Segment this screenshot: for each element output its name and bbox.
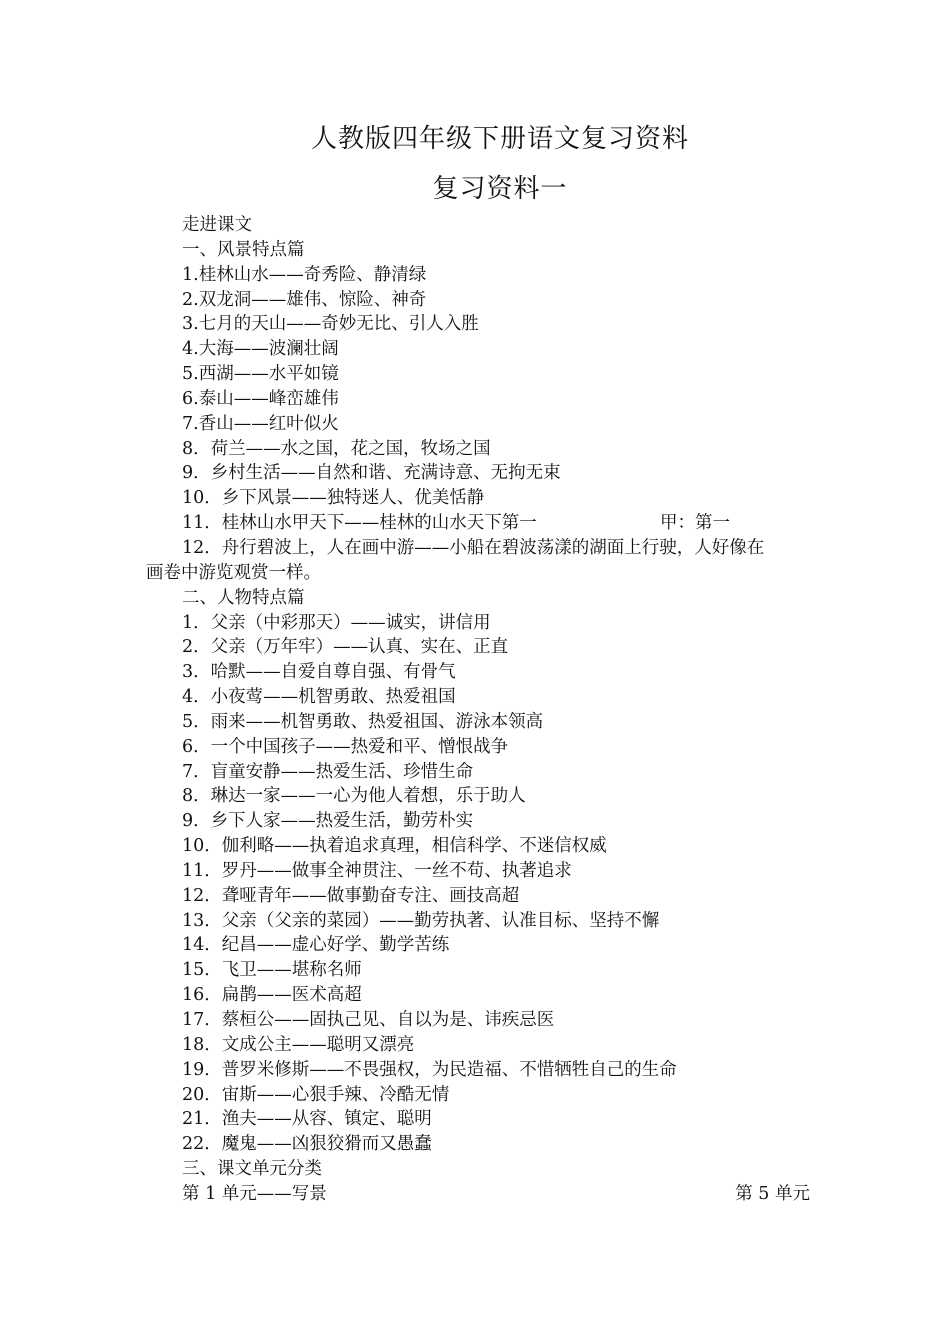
list-item: 5.西湖——水平如镜: [182, 364, 339, 385]
list-item: 6.泰山——峰峦雄伟: [182, 388, 339, 409]
list-item: 16．扁鹊——医术高超: [182, 985, 362, 1006]
unit-row: [146, 1182, 810, 1207]
document-title: 人教版四年级下册语文复习资料: [310, 124, 689, 154]
list-item: 22．魔鬼——凶狠狡猾而又愚蠢: [182, 1134, 432, 1155]
list-item: 1．父亲（中彩那天）——诚实，讲信用: [182, 612, 491, 633]
list-item: 7.香山——红叶似火: [182, 413, 339, 434]
scenery-list: [146, 263, 810, 586]
list-item: 21．渔夫——从容、镇定、聪明: [182, 1109, 432, 1130]
item-note: 甲：第一: [660, 513, 730, 534]
list-item: 4.大海——波澜壮阔: [182, 339, 339, 360]
list-item: [146, 511, 810, 536]
list-item: 17．蔡桓公——固执己见、自以为是、讳疾忌医: [182, 1010, 555, 1030]
list-item: 15．飞卫——堪称名师: [182, 960, 362, 981]
list-item: 10．伽利略——执着追求真理，相信科学、不迷信权威: [182, 836, 607, 857]
list-item: 2.双龙洞——雄伟、惊险、神奇: [182, 289, 427, 310]
item-text: 11．桂林山水甲天下——桂林的山水天下第一: [182, 513, 537, 534]
section-heading: 三、课文单元分类: [182, 1159, 322, 1180]
list-item: 4．小夜莺——机智勇敢、热爱祖国: [182, 687, 456, 708]
unit-label: 第 1 单元——写景: [182, 1183, 327, 1204]
section-heading: 一、风景特点篇: [182, 239, 305, 260]
document-body: [146, 213, 810, 1207]
list-item: 12．舟行碧波上，人在画中游——小船在碧波荡漾的湖面上行驶，人好像在: [182, 537, 765, 558]
unit-label: 第 5 单元: [735, 1183, 810, 1204]
document-subtitle: 复习资料一: [432, 174, 568, 204]
list-item: 1.桂林山水——奇秀险、静清绿: [182, 264, 427, 285]
list-item: 18．文成公主——聪明又漂亮: [182, 1034, 415, 1055]
intro-heading: 走进课文: [182, 215, 252, 235]
list-item: 3．哈默——自爱自尊自强、有骨气: [182, 662, 456, 683]
list-item-continuation: 画卷中游览观赏一样。: [146, 562, 321, 583]
list-item: 13．父亲（父亲的菜园）——勤劳执著、认准目标、坚持不懈: [182, 910, 660, 931]
list-item: 19．普罗米修斯——不畏强权，为民造福、不惜牺牲自己的生命: [182, 1059, 677, 1080]
list-item: 3.七月的天山——奇妙无比、引人入胜: [182, 314, 479, 335]
list-item: 8．荷兰——水之国，花之国，牧场之国: [182, 438, 491, 459]
list-item: 10．乡下风景——独特迷人、优美恬静: [182, 488, 485, 509]
list-item: 2．父亲（万年牢）——认真、实在、正直: [182, 637, 509, 658]
list-item: 14．纪昌——虚心好学、勤学苦练: [182, 935, 450, 956]
list-item: 20．宙斯——心狠手辣、冷酷无情: [182, 1084, 450, 1105]
section-heading: 二、人物特点篇: [182, 587, 305, 608]
list-item: 5．雨来——机智勇敢、热爱祖国、游泳本领高: [182, 711, 544, 732]
character-list: [146, 611, 810, 1158]
list-item: 7．盲童安静——热爱生活、珍惜生命: [182, 761, 474, 782]
list-item: 6．一个中国孩子——热爱和平、憎恨战争: [182, 736, 509, 757]
list-item: 11．罗丹——做事全神贯注、一丝不苟、执著追求: [182, 860, 572, 881]
list-item: 9．乡村生活——自然和谐、充满诗意、无拘无束: [182, 463, 561, 484]
list-item: 9．乡下人家——热爱生活，勤劳朴实: [182, 811, 474, 832]
list-item: 12．聋哑青年——做事勤奋专注、画技高超: [182, 885, 520, 906]
list-item: 8．琳达一家——一心为他人着想，乐于助人: [182, 786, 526, 807]
